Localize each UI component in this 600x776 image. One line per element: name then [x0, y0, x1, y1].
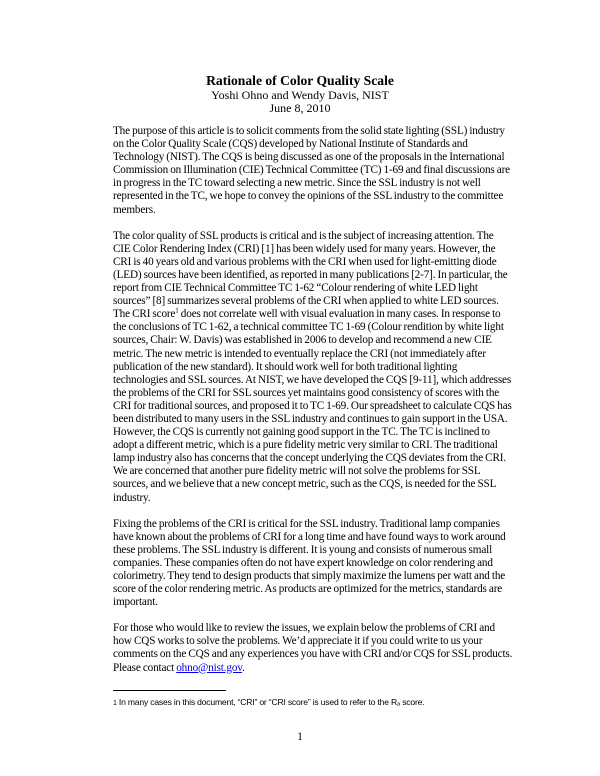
- footnote-number: 1: [113, 700, 117, 707]
- footnote-reference[interactable]: 1: [175, 306, 179, 315]
- paragraph-color-quality: [113, 230, 513, 505]
- paragraph-contact-text: For those who would like to review the issues, we explain below the problems of CRI and how CQS works to solve the problems. We’d appreciate it if you could write to us your comments on the CQS and any experiences you have with CRI and/or CQS for SSL products. Please contact: [113, 622, 513, 674]
- paragraph-contact: [113, 622, 513, 674]
- footnote: [113, 697, 513, 709]
- paragraph-contact-end: .: [241, 661, 245, 674]
- footnote-text: In many cases in this document, “CRI” or “CRI score” is used to refer to the Rₐ score.: [116, 697, 425, 707]
- paragraph-fixing-problems: Fixing the problems of the CRI is critical for the SSL industry. Traditional lamp companies have known about the problems of CRI for a long time and have found ways to work around these problems. The SSL industry is different. It is young and consists of numerous small companies. These companies often do not have expert knowledge on color rendering and colorimetry. They tend to design products that simply maximize the lumens per watt and the score of the color rendering metric. As products are optimized for the metrics, standards are important.: [113, 517, 506, 609]
- paragraph-color-quality-part1: The color quality of SSL products is critical and is the subject of increasing attention. The CIE Color Rendering Index (CRI) [1] has been widely used for many years. However, the CRI is 40 years old and various problems with the CRI when used for light-emitting diode (LED) sources have been identified, as reported in many publications [2-7]. In particular, the report from CIE Technical Committee TC 1-62 “Colour rendering of white LED light sources” [8] summarizes several problems of the CRI when applied to white LED sources. The CRI score: [113, 229, 508, 321]
- paragraph-purpose: The purpose of this article is to solicit comments from the solid state lighting (SSL) industry on the Color Quality Scale (CQS) developed by National Institute of Standards and Technology (NIST). The CQS is being discussed as one of the proposals in the International Commission on Illumination (CIE) Technical Committee (TC) 1-69 and final discussions are in progress in the TC toward selecting a new metric. Since the SSL industry is not well represented in the TC, we hope to convey the opinions of the SSL industry to the committee members.: [113, 125, 510, 216]
- document-authors: Yoshi Ohno and Wendy Davis, NIST: [211, 88, 389, 102]
- page-number: 1: [297, 731, 303, 743]
- document-date: June 8, 2010: [269, 101, 331, 115]
- footnote-divider: [113, 690, 226, 691]
- email-link[interactable]: ohno@nist.gov: [176, 661, 242, 674]
- paragraph-color-quality-part2: does not correlate well with visual evaluation in many cases. In response to the conclusions of TC 1-62, a technical committee TC 1-69 (Colour rendition by white light sources, Chair: W. Davis) was established in 2006 to develop and recommend a new CIE metric. The new metric is intended to eventually replace the CRI (not immediately after publication of the new standard). It should work well for both traditional lighting technologies and SSL sources. At NIST, we have developed the CQS [9-11], which addresses the problems of the CRI for SSL sources yet maintains good consistency of scores with the CRI for traditional sources, and proposed it to TC 1-69. Our spreadsheet to calculate CQS has been distributed to many users in the SSL industry and continues to gain support in the USA. However, the CQS is currently not gaining good support in the TC. The TC is inclined to adopt a different metric, which is a pure fidelity metric very similar to CRI. The traditional lamp industry also has concerns that the concept underlying the CQS deviates from the CRI. We are concerned that another pure fidelity metric will not solve the problems for SSL sources, and we believe that a new concept metric, such as the CQS, is needed for the SSL industry.: [113, 308, 512, 504]
- document-body: [113, 125, 513, 688]
- document-title: Rationale of Color Quality Scale: [206, 73, 394, 88]
